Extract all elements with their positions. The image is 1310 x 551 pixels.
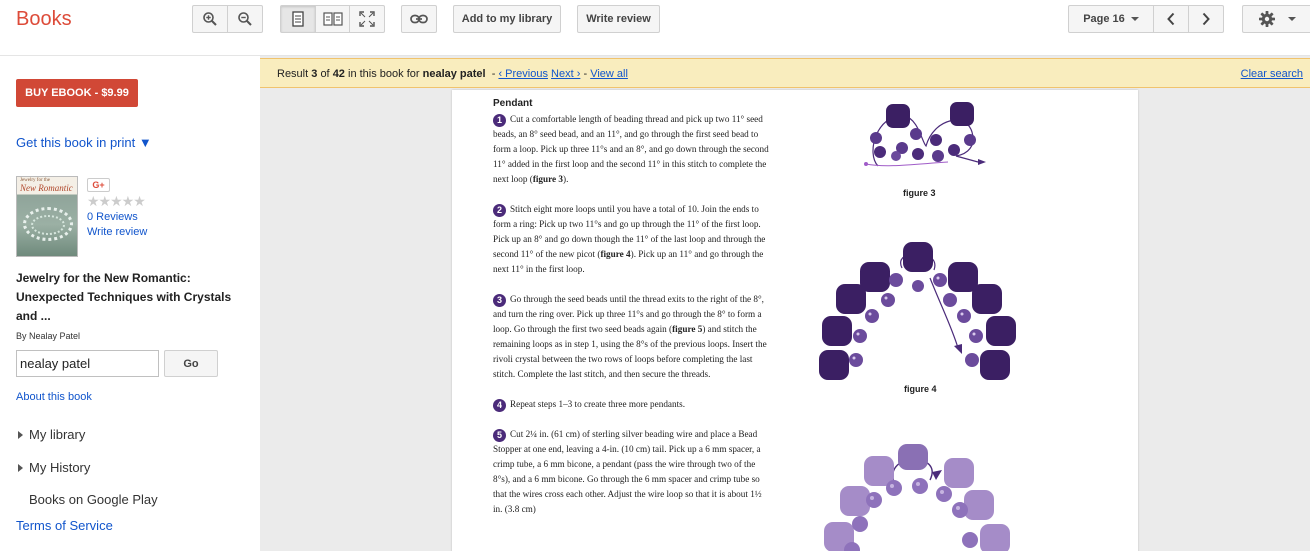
view-all-results-link[interactable]: View all xyxy=(590,68,628,80)
step-text: Go through the seed beads until the thread exits to the right of the 8°, and turn the ring over. Pick up three 11°s and go through the 8° to form a loop. Go through the first two seed beads again ( xyxy=(493,294,764,334)
chevron-left-icon xyxy=(1166,12,1176,26)
book-title: Jewelry for the New Romantic: Unexpected Techniques with Crystals and ... xyxy=(16,271,232,323)
sidebar-write-review-link[interactable]: Write review xyxy=(87,226,148,238)
gear-icon xyxy=(1258,10,1276,28)
single-page-icon xyxy=(291,11,305,27)
step-number: 1 xyxy=(493,114,506,127)
get-book-in-print-link[interactable]: Get this book in print ▼ xyxy=(16,135,152,150)
step-number: 5 xyxy=(493,429,506,442)
zoom-out-icon xyxy=(237,11,253,27)
result-separator: - xyxy=(583,68,588,80)
step-text-end: ) and stitch the remaining loops as in step 1, using the 8°s of the previous loops. Insert the rivoli crystal between the two rows of loops before completing the last stitch. Complete the last stitch, and then secure the threads. xyxy=(493,324,767,379)
step-number: 3 xyxy=(493,294,506,307)
figure-3-caption: figure 3 xyxy=(903,188,936,198)
cover-title: New Romantic xyxy=(20,183,73,193)
fullscreen-button[interactable] xyxy=(349,5,385,33)
expand-arrow-icon xyxy=(18,431,23,439)
step-figure-ref: figure 4 xyxy=(600,249,631,259)
star-rating[interactable]: ★★★★★ xyxy=(87,193,145,209)
add-to-library-button[interactable]: Add to my library xyxy=(453,5,561,33)
search-in-book-input[interactable] xyxy=(16,350,159,377)
result-total: 42 xyxy=(332,68,345,80)
section-heading: Pendant xyxy=(493,98,533,109)
fullscreen-icon xyxy=(359,11,375,27)
cover-bead-art-inner xyxy=(31,215,65,235)
instruction-step xyxy=(493,112,769,187)
zoom-in-button[interactable] xyxy=(192,5,228,33)
book-author: By Nealay Patel xyxy=(16,331,81,341)
page-selector-label: Page 16 xyxy=(1083,13,1125,25)
next-result-link[interactable]: Next › xyxy=(551,68,581,80)
result-of: of xyxy=(320,68,330,80)
single-page-button[interactable] xyxy=(280,5,316,33)
sidebar-item-my-history[interactable] xyxy=(18,460,90,475)
book-page xyxy=(452,90,1138,551)
previous-result-link[interactable]: ‹ Previous xyxy=(498,68,548,80)
page-selector[interactable] xyxy=(1068,5,1154,33)
settings-button[interactable] xyxy=(1242,5,1310,33)
two-page-button[interactable] xyxy=(315,5,350,33)
instruction-step xyxy=(493,292,769,382)
zoom-out-button[interactable] xyxy=(227,5,263,33)
result-current: 3 xyxy=(311,68,318,80)
book-viewer[interactable] xyxy=(260,56,1310,551)
result-separator: - xyxy=(491,68,496,80)
google-play-link[interactable]: Books on Google Play xyxy=(29,492,158,507)
instruction-step xyxy=(493,202,769,277)
settings-chevron-icon xyxy=(1288,17,1296,21)
step-text-end: ). xyxy=(563,174,569,184)
step-text: Stitch eight more loops until you have a total of 10. Join the ends to form a ring: Pick up two 11°s and go up through the 11° of the first loop. Pick up an 8° and go down though the 11° of the last loop and through the second 11° of the new picot ( xyxy=(493,204,766,259)
reviews-link[interactable]: 0 Reviews xyxy=(87,211,138,223)
figure-4-bead-illustration xyxy=(812,238,1024,384)
step-number: 2 xyxy=(493,204,506,217)
step-text: Cut a comfortable length of beading thread and pick up two 11° seed beads, an 8° seed bead, and an 11°, and go through the first seed bead to form a loop. Pick up three 11°s and an 8°, and go down through the second 11° added in the first loop and the second 11° in this stitch to complete the next loop ( xyxy=(493,114,769,184)
search-go-button[interactable]: Go xyxy=(164,350,218,377)
chevron-down-icon xyxy=(1131,17,1139,21)
expand-arrow-icon xyxy=(18,464,23,472)
next-page-button[interactable] xyxy=(1188,5,1224,33)
figure-5-bead-illustration xyxy=(804,442,1024,551)
result-prefix: Result xyxy=(277,68,309,80)
chevron-right-icon xyxy=(1201,12,1211,26)
google-plus-button[interactable]: G+ xyxy=(87,178,110,192)
zoom-in-icon xyxy=(202,11,218,27)
step-figure-ref: figure 3 xyxy=(532,174,564,184)
top-bar xyxy=(0,0,1310,56)
step-number: 4 xyxy=(493,399,506,412)
clear-search-link[interactable]: Clear search xyxy=(1240,68,1303,80)
terms-of-service-link[interactable]: Terms of Service xyxy=(16,518,113,533)
step-text-end: ). Pick up an 11° and go through the next 11° in the first loop. xyxy=(493,249,764,274)
sidebar-item-label: My History xyxy=(29,460,91,475)
about-this-book-link[interactable]: About this book xyxy=(16,391,92,403)
search-result-bar xyxy=(260,58,1310,88)
figure-3-bead-illustration xyxy=(856,94,996,174)
instruction-step xyxy=(493,397,769,412)
sidebar-item-label: My library xyxy=(29,427,86,442)
result-summary xyxy=(277,68,628,80)
step-text: Cut 2¼ in. (61 cm) of sterling silver beading wire and place a Bead Stopper at one end, leaving a 4-in. (10 cm) tail. Pick up a 6 mm spacer, a crimp tube, a 6 mm bicone, a pendant (pass the wire through two of the 8°s), and a 6 mm bicone. Go through the 6 mm spacer and crimp tube so that the wires cross each other. Adjust the wire loop so that it is about 1½ in. (3.8 cm) xyxy=(493,429,762,514)
previous-page-button[interactable] xyxy=(1153,5,1189,33)
two-page-icon xyxy=(323,11,343,27)
cover-subtitle: Jewelry for the xyxy=(20,178,50,183)
link-icon xyxy=(410,13,428,25)
sidebar xyxy=(0,56,260,551)
result-mid-text: in this book for xyxy=(348,68,420,80)
app-title[interactable]: Books xyxy=(16,8,72,30)
result-query: nealay patel xyxy=(422,68,486,80)
book-cover[interactable] xyxy=(16,176,78,257)
write-review-button[interactable]: Write review xyxy=(577,5,660,33)
link-button[interactable] xyxy=(401,5,437,33)
figure-4-caption: figure 4 xyxy=(904,384,937,394)
buy-ebook-button[interactable]: BUY EBOOK - $9.99 xyxy=(16,79,138,107)
step-text: Repeat steps 1–3 to create three more pendants. xyxy=(510,399,686,409)
page-text xyxy=(493,96,769,517)
step-figure-ref: figure 5 xyxy=(672,324,703,334)
instruction-step xyxy=(493,427,769,517)
sidebar-item-my-library[interactable] xyxy=(18,427,85,442)
